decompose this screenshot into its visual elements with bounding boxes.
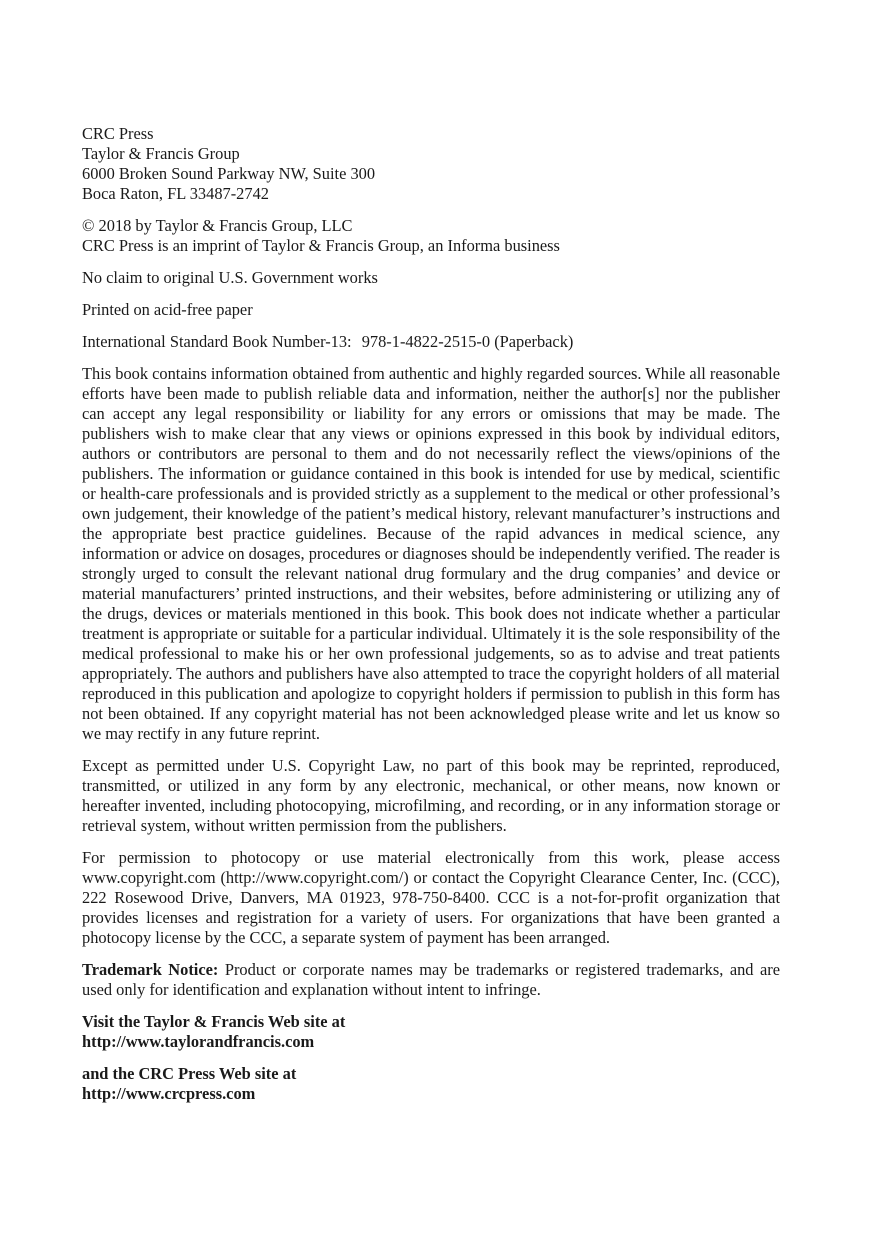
publisher-name: CRC Press (82, 124, 154, 143)
tf-website-heading: Visit the Taylor & Francis Web site at (82, 1012, 346, 1031)
publisher-city: Boca Raton, FL 33487-2742 (82, 184, 269, 203)
trademark-text: Product or corporate names may be trademarks or registered trademarks, and are used only for identification and explanation without intent to infringe. (82, 960, 780, 999)
paper-note: Printed on acid-free paper (82, 300, 253, 319)
publisher-street: 6000 Broken Sound Parkway NW, Suite 300 (82, 164, 376, 183)
copyright-notice (82, 216, 780, 256)
disclaimer-paragraph: This book contains information obtained from authentic and highly regarded sources. While all reasonable efforts have been made to publish reliable data and information, neither the author[s] nor the publisher can accept any legal responsibility or liability for any errors or omissions that may be made. The publishers wish to make clear that any views or opinions expressed in this book by individual editors, authors or contributors are personal to them and do not necessarily reflect the views/opinions of the publishers. The information or guidance contained in this book is intended for use by medical, scientific or health-care professionals and is provided strictly as a supplement to the medical or other professional’s own judgement, their knowledge of the patient’s medical history, relevant manufacturer’s instructions and the appropriate best practice guidelines. Because of the rapid advances in medical science, any information or advice on dosages, procedures or diagnoses should be independently verified. The reader is strongly urged to consult the relevant national drug formulary and the drug companies’ and device or material manufacturers’ printed instructions, and their websites, before administering or utilizing any of the drugs, devices or materials mentioned in this book. This book does not indicate whether a particular treatment is appropriate or suitable for a particular individual. Ultimately it is the sole responsibility of the medical professional to make his or her own professional judgements, so as to advise and treat patients appropriately. The authors and publishers have also attempted to trace the copyright holders of all material reproduced in this publication and apologize to copyright holders if permission to publish in this form has not been obtained. If any copyright material has not been acknowledged please write and let us know so we may rectify in any future reprint. (82, 364, 780, 743)
publisher-address (82, 124, 780, 204)
imprint-line: CRC Press is an imprint of Taylor & Francis Group, an Informa business (82, 236, 560, 255)
permissions-paragraph: For permission to photocopy or use material electronically from this work, please access www.copyright.com (http://www.copyright.com/) or contact the Copyright Clearance Center, Inc. (CCC), 222 Rosewood Drive, Danvers, MA 01923, 978-750-8400. CCC is a not-for-profit organization that provides licenses and registration for a variety of users. For organizations that have been granted a photocopy license by the CCC, a separate system of payment has been arranged. (82, 848, 780, 947)
trademark-paragraph (82, 960, 780, 1000)
trademark-label: Trademark Notice: (82, 960, 219, 979)
isbn-line (82, 332, 780, 352)
publisher-group: Taylor & Francis Group (82, 144, 240, 163)
isbn-value: 978-1-4822-2515-0 (Paperback) (361, 332, 574, 351)
no-claim-notice: No claim to original U.S. Government works (82, 268, 378, 287)
crc-website-url: http://www.crcpress.com (82, 1084, 256, 1103)
copyright-line: © 2018 by Taylor & Francis Group, LLC (82, 216, 353, 235)
tf-website-url: http://www.taylorandfrancis.com (82, 1032, 315, 1051)
copyright-page (82, 124, 780, 1116)
copyright-law-paragraph: Except as permitted under U.S. Copyright Law, no part of this book may be reprinted, reproduced, transmitted, or utilized in any form by any electronic, mechanical, or other means, now known or hereafter invented, including photocopying, microfilming, and recording, or in any information storage or retrieval system, without written permission from the publishers. (82, 756, 780, 835)
isbn-label: International Standard Book Number-13: (82, 332, 352, 351)
crc-website-heading: and the CRC Press Web site at (82, 1064, 297, 1083)
crc-website (82, 1064, 780, 1104)
tf-website (82, 1012, 780, 1052)
